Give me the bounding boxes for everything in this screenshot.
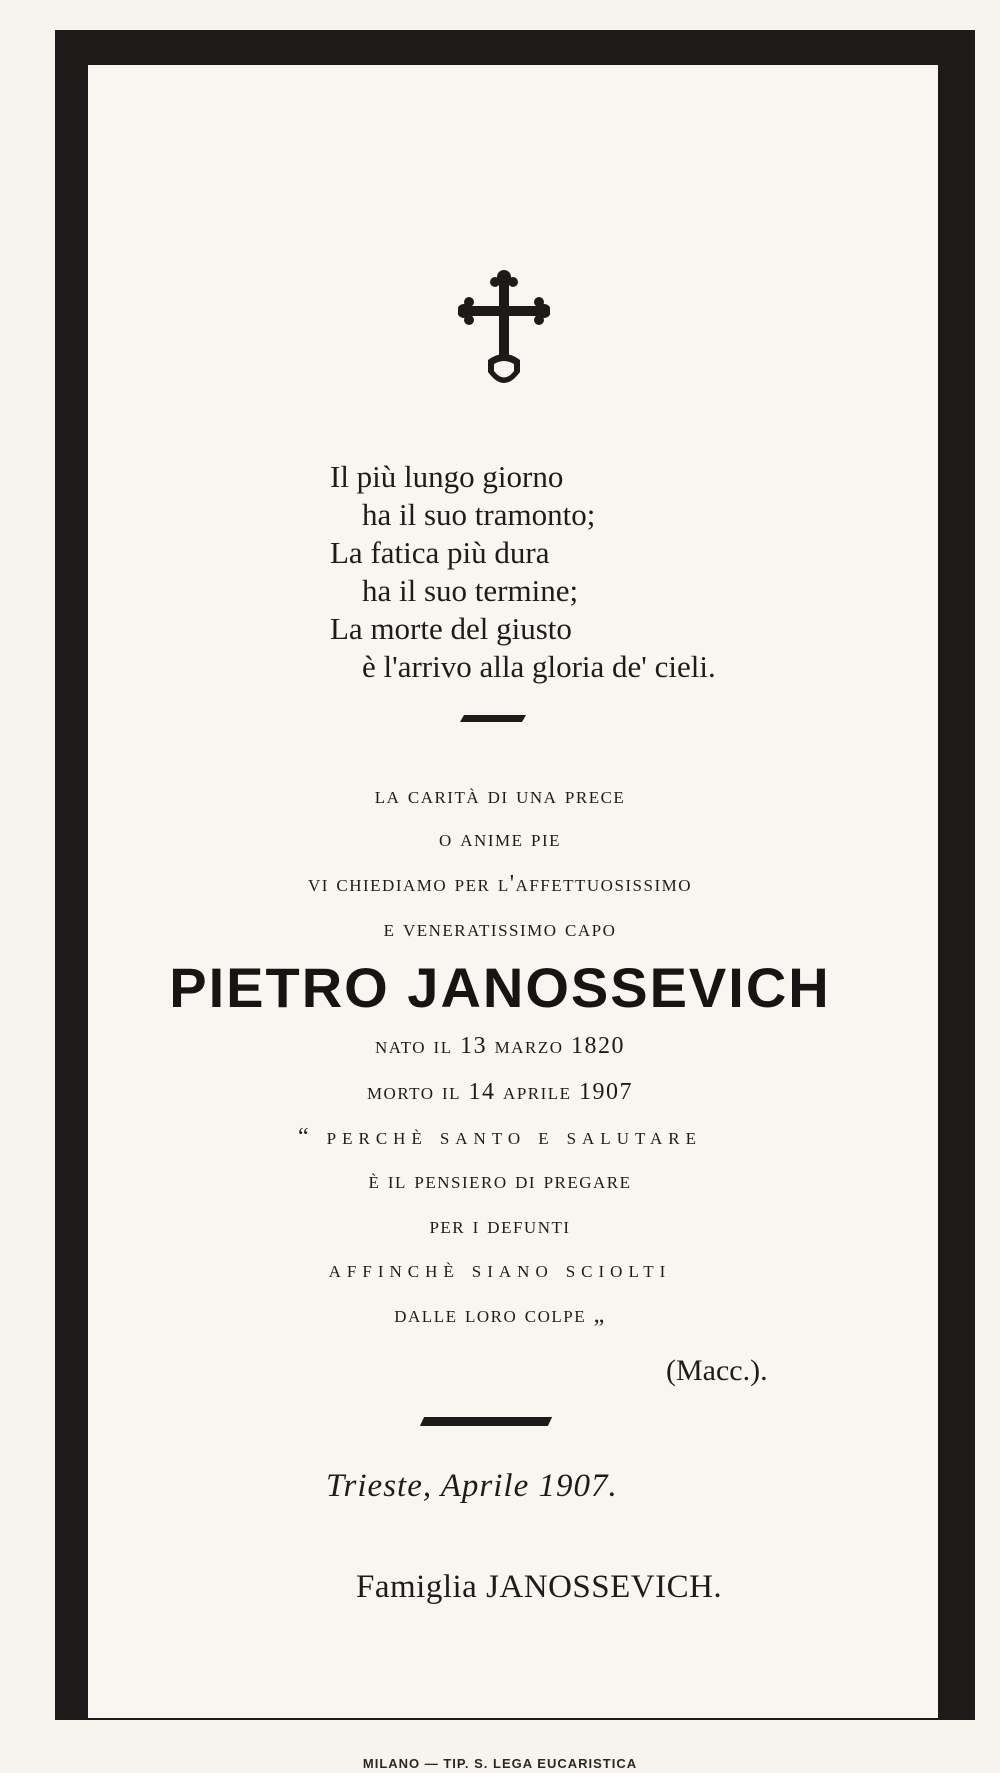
place-date: Trieste, Aprile 1907. (326, 1468, 618, 1504)
printer-imprint: MILANO — TIP. S. LEGA EUCARISTICA (362, 1756, 638, 1771)
quote-line-1: “ perchè santo e salutare (298, 1124, 702, 1150)
poem-line-6: è l'arrivo alla gloria de' cieli. (362, 649, 716, 684)
poem-line-5: La morte del giusto (330, 611, 572, 646)
appeal-line-2: o anime pie (439, 826, 561, 852)
poem-line-2: ha il suo tramonto; (362, 497, 596, 532)
appeal-line-1: la carità di una prece (374, 783, 626, 809)
death-date: morto il 14 aprile 1907 (366, 1079, 634, 1105)
quote-line-5: dalle loro colpe „ (394, 1302, 606, 1328)
quote-line-4: affinchè siano sciolti (328, 1257, 672, 1283)
quote-source: (Macc.). (666, 1354, 768, 1387)
appeal-line-4: e veneratissimo capo (383, 916, 617, 942)
quote-line-3: per i defunti (429, 1213, 571, 1239)
appeal-line-3: vi chiediamo per l'affettuosissimo (307, 871, 693, 897)
fleury-cross-icon (458, 268, 550, 394)
deceased-name: PIETRO JANOSSEVICH (169, 956, 831, 1019)
birth-date: nato il 13 marzo 1820 (375, 1033, 625, 1059)
poem-line-3: La fatica più dura (330, 535, 550, 570)
poem-line-4: ha il suo termine; (362, 573, 579, 608)
quote-line-2: è il pensiero di pregare (368, 1168, 632, 1194)
divider-large (420, 1417, 552, 1426)
family-signature: Famiglia JANOSSEVICH. (356, 1569, 723, 1605)
divider-small (460, 715, 526, 722)
poem-line-1: Il più lungo giorno (330, 459, 564, 494)
